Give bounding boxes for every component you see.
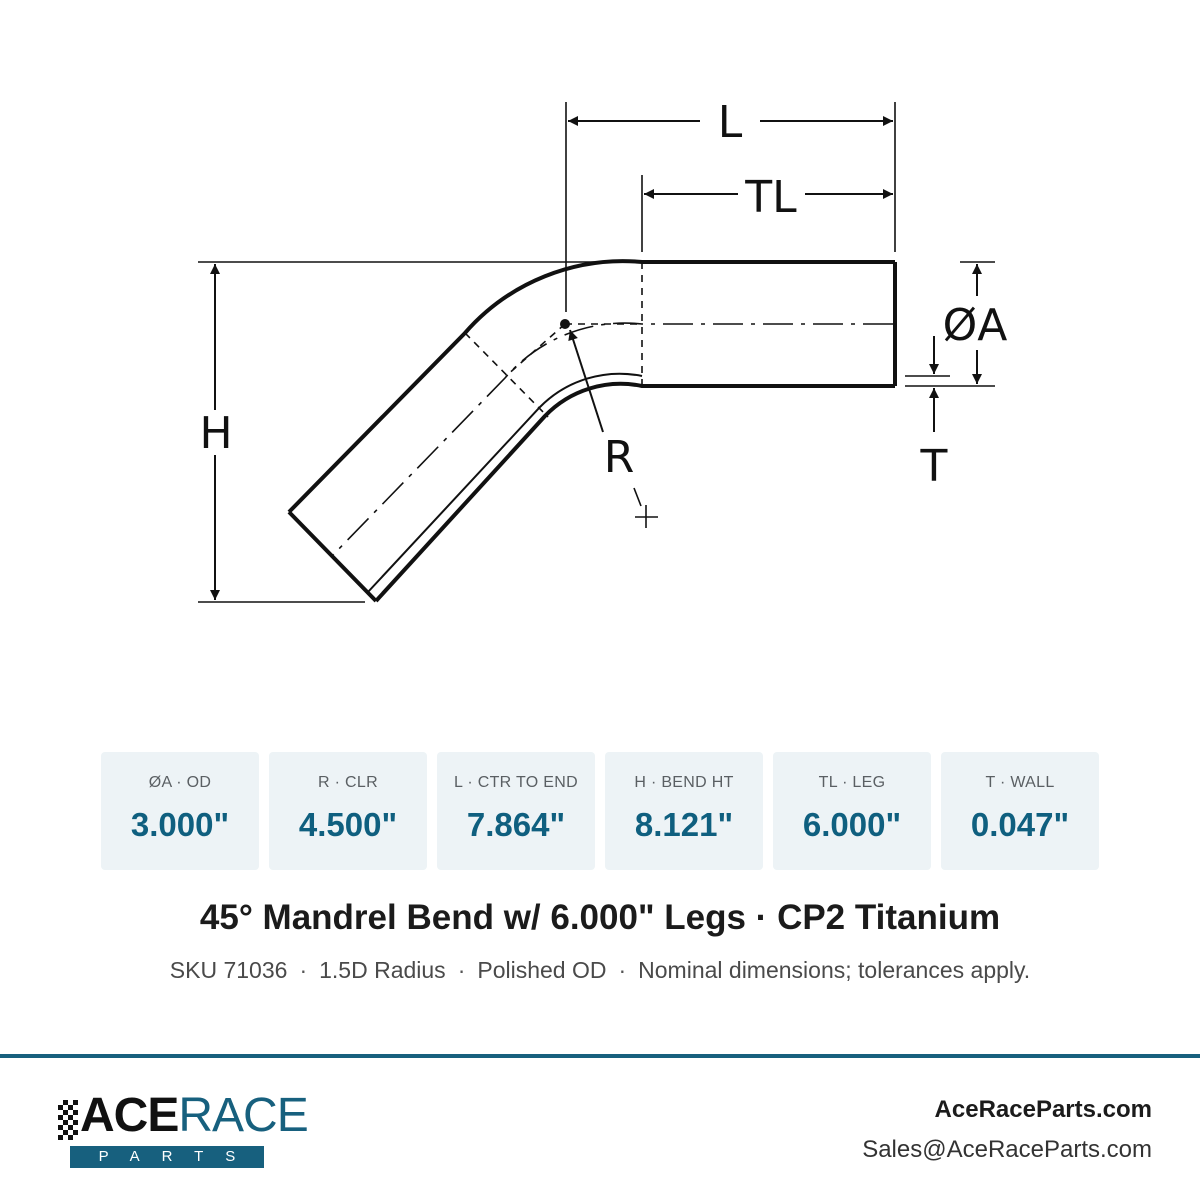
spec-card-bend-height: [605, 752, 763, 870]
checkered-flag-icon: [58, 1100, 78, 1140]
spec-card-wall: [941, 752, 1099, 870]
spec-label: T · WALL: [985, 774, 1055, 791]
spec-label: TL · LEG: [818, 774, 886, 791]
spec-label: L · CTR TO END: [454, 774, 578, 791]
label-t: T: [920, 441, 948, 492]
spec-value: 3.000": [130, 806, 230, 843]
label-tl: TL: [745, 172, 797, 223]
tube-end-left: [289, 512, 376, 601]
spec-value: 6.000": [802, 806, 902, 843]
tube-outline: [289, 261, 895, 601]
spec-label: H · BEND HT: [634, 774, 734, 791]
spec-value: 8.121": [634, 806, 734, 843]
dimension-arrows: [215, 121, 977, 600]
label-l: L: [717, 97, 743, 148]
separator: ·: [457, 957, 466, 983]
extension-lines: [198, 102, 995, 602]
spec-label: ØA · OD: [148, 774, 212, 791]
logo-wordmark: [80, 1090, 308, 1142]
spec-card-leg: [773, 752, 931, 870]
footer-divider: [0, 1054, 1200, 1058]
spec-card-ctr-to-end: [437, 752, 595, 870]
spec-card-od: [101, 752, 259, 870]
tube-inner-wall-thickness: [368, 374, 642, 592]
dimension-labels: [199, 97, 1007, 492]
product-details: [0, 957, 1200, 984]
bend-center-point: [560, 319, 570, 329]
product-radius: 1.5D Radius: [319, 957, 446, 983]
website-link[interactable]: AceRaceParts.com: [934, 1096, 1152, 1123]
spec-value: 0.047": [970, 806, 1070, 843]
contact-info: [862, 1096, 1152, 1164]
spec-label: R · CLR: [318, 774, 378, 791]
spec-value: 4.500": [298, 806, 398, 843]
spec-cards: [101, 752, 1099, 870]
logo-ace: ACE: [80, 1089, 179, 1142]
separator: ·: [618, 957, 627, 983]
email-link[interactable]: Sales@AceRaceParts.com: [862, 1136, 1152, 1163]
product-note: Nominal dimensions; tolerances apply.: [638, 957, 1031, 983]
product-title: 45° Mandrel Bend w/ 6.000" Legs · CP2 Titanium: [199, 898, 1001, 937]
label-r: R: [603, 432, 635, 483]
label-h: H: [199, 408, 233, 459]
dim-r-arrow: [570, 330, 603, 432]
separator: ·: [299, 957, 308, 983]
product-sku: SKU 71036: [169, 957, 288, 983]
spec-card-clr: [269, 752, 427, 870]
product-finish: Polished OD: [477, 957, 607, 983]
brand-logo: [58, 1089, 308, 1170]
logo-parts-bar: PARTS: [70, 1146, 264, 1168]
label-od: ØA: [942, 300, 1008, 351]
spec-value: 7.864": [466, 806, 566, 843]
logo-race: RACE: [178, 1089, 308, 1142]
